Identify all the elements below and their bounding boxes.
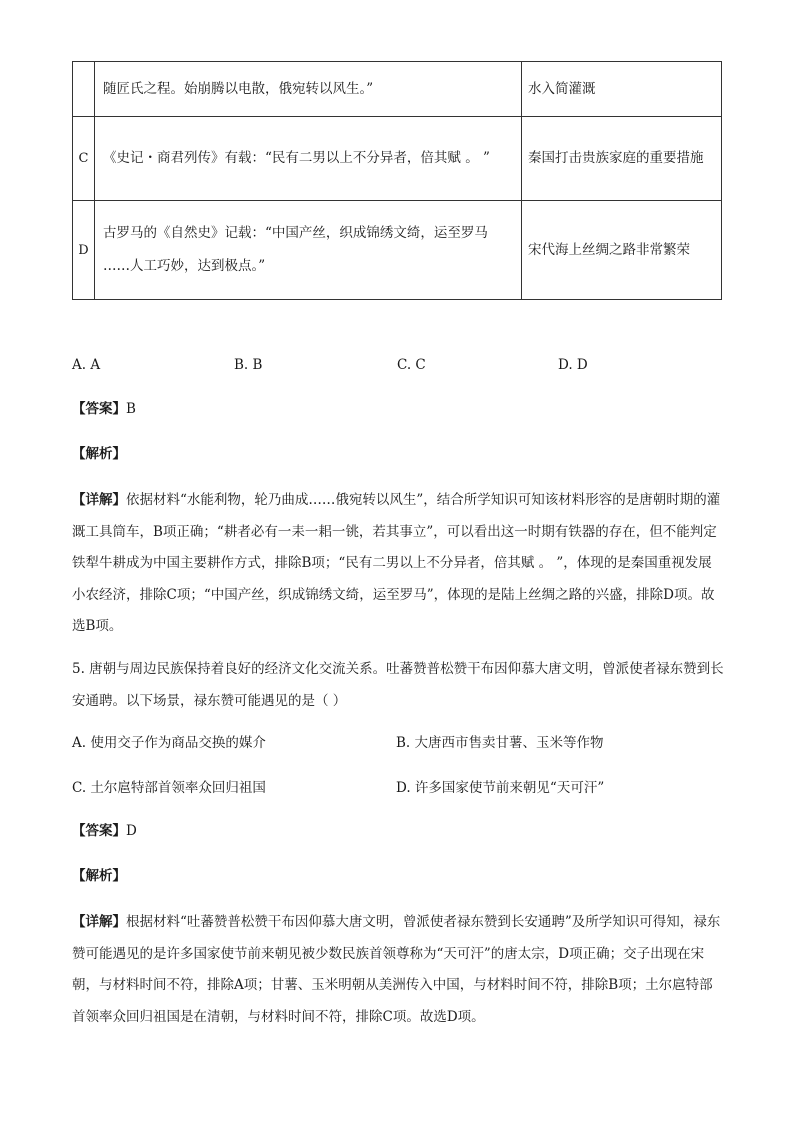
option-cell: C xyxy=(73,117,95,201)
q5-option-a[interactable]: A. 使用交子作为商品交换的媒介 xyxy=(72,735,266,751)
q5-analysis-label xyxy=(72,863,126,889)
conclusion-cell: 秦国打击贵族家庭的重要措施 xyxy=(522,117,722,201)
detail-text: 依据材料“水能利物，轮乃曲成……俄宛转以风生”，结合所学知识可知该材料形容的是唐朝时期的灌溉工具筒车，B项正确；“耕者必有一耒一耜一铫，若其事立”，可以看出这一时期有铁器的存在，但不能判定铁犁牛耕成为中国主要耕作方式，排除B项；“民有二男以上不分异者，倍其赋 。 ”，体现的是秦国重视发展小农经济，排除C项；“中国产丝，织成锦绣文绮，运至罗马”，体现的是陆上丝绸之路的兴盛，排除D项。故选B项。 xyxy=(72,492,721,634)
q4-choice-c[interactable]: C. C xyxy=(397,357,426,373)
q4-choice-d[interactable]: D. D xyxy=(558,357,588,373)
conclusion-cell: 宋代海上丝绸之路非常繁荣 xyxy=(522,201,722,300)
q5-option-b[interactable]: B. 大唐西市售卖甘薯、玉米等作物 xyxy=(396,735,604,751)
detail-text: 根据材料“吐蕃赞普松赞干布因仰慕大唐文明，曾派使者禄东赞到长安通聘”及所学知识可得知，禄东赞可能遇见的是许多国家使节前来朝见被少数民族首领尊称为“天可汗”的唐太宗，D项正确；交子出现在宋朝，与材料时间不符，排除A项；甘薯、玉米明朝从美洲传入中国，与材料时间不符，排除B项；土尔扈特部首领率众回归祖国是在清朝，与材料时间不符，排除C项。故选D项。 xyxy=(72,914,721,1025)
table-row xyxy=(73,117,722,201)
answer-label: 【答案】 xyxy=(72,823,126,839)
q4-analysis-label xyxy=(72,441,126,467)
analysis-label: 【解析】 xyxy=(72,868,126,884)
q4-choice-b[interactable]: B. B xyxy=(234,357,263,373)
q5-answer xyxy=(72,818,137,844)
material-cell: 《史记・商君列传》有载：“民有二男以上不分异者，倍其赋 。 ” xyxy=(95,117,522,201)
answer-label: 【答案】 xyxy=(72,401,126,417)
q4-choices xyxy=(72,352,722,378)
table-row xyxy=(73,62,722,117)
conclusion-cell: 水入简灌溉 xyxy=(522,62,722,117)
table-row xyxy=(73,201,722,300)
answer-value: D xyxy=(126,823,137,839)
analysis-label: 【解析】 xyxy=(72,446,126,462)
q5-stem: 5. 唐朝与周边民族保持着良好的经济文化交流关系。吐蕃赞普松赞干布因仰慕大唐文明，曾派使者禄东赞到长安通聘。以下场景，禄东赞可能遇见的是（ ） xyxy=(72,661,724,709)
material-cell: 随匠氏之程。始崩腾以电散，俄宛转以风生。” xyxy=(95,62,522,117)
q5-option-c[interactable]: C. 土尔扈特部首领率众回归祖国 xyxy=(72,780,266,796)
option-cell xyxy=(73,62,95,117)
q5-detail xyxy=(72,907,724,1033)
q4-choice-a[interactable]: A. A xyxy=(72,357,101,373)
answer-value: B xyxy=(126,401,136,417)
material-cell: 古罗马的《自然史》记载：“中国产丝，织成锦绣文绮，运至罗马 ……人工巧妙，达到极点。” xyxy=(95,201,522,300)
detail-label: 【详解】 xyxy=(72,492,126,508)
q4-detail xyxy=(72,485,724,643)
q4-answer xyxy=(72,396,136,422)
q5-option-d[interactable]: D. 许多国家使节前来朝见“天可汗” xyxy=(396,780,605,796)
detail-label: 【详解】 xyxy=(72,914,126,930)
question-table xyxy=(72,61,722,300)
option-cell: D xyxy=(73,201,95,300)
